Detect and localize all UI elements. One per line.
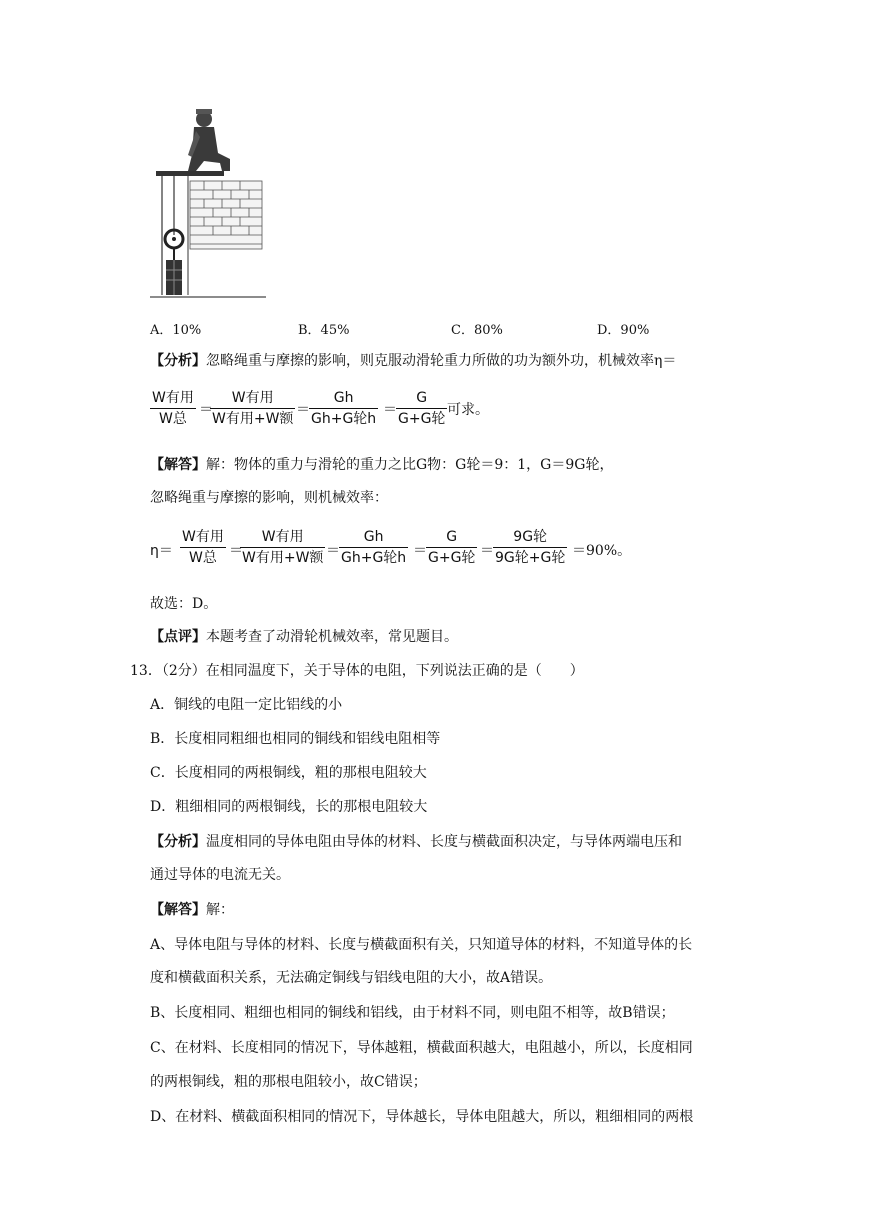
frac-denominator: Gh+G轮h: [341, 550, 407, 566]
frac-denominator: W总: [189, 550, 217, 566]
frac2-g: [426, 528, 477, 567]
worker-figure: [188, 109, 230, 171]
q13-option-c: C．长度相同的两根铜线，粗的那根电阻较大: [150, 765, 427, 781]
frac-denominator: Gh+G轮h: [311, 411, 377, 427]
frac-useful-over-sum: [210, 389, 295, 428]
frac-numerator: W有用: [182, 529, 224, 545]
brick-wall: [190, 181, 262, 249]
frac-numerator: W有用: [231, 390, 274, 406]
frac-numerator: W有用: [261, 529, 304, 545]
frac-denominator: G+G轮: [398, 411, 446, 427]
analysis-text: 温度相同的导体电阻由导体的材料、长度与横截面积决定，与导体两端电压和: [206, 834, 682, 850]
answer-choice: 故选：D。: [150, 596, 218, 612]
frac-denominator: W有用+W额: [212, 411, 294, 427]
frac-denominator: 9G轮+G轮: [495, 550, 566, 566]
q13-option-d: D．粗细相同的两根铜线，长的那根电阻较大: [150, 799, 428, 815]
answer-1-line-2: 忽略绳重与摩擦的影响，则机械效率：: [150, 490, 388, 506]
option-c: C．80%: [451, 323, 503, 338]
q13-option-a: A．铜线的电阻一定比铝线的小: [150, 697, 343, 713]
comment-1: [150, 626, 458, 646]
answer-2-line-2: 度和横截面积关系，无法确定铜线与铝线电阻的大小，故A错误。: [150, 970, 553, 986]
option-d: D．90%: [597, 323, 650, 338]
frac-numerator: Gh: [333, 390, 354, 406]
answer-text: 解：物体的重力与滑轮的重力之比G物：G轮＝9：1，G＝9G轮，: [206, 457, 614, 473]
answer-2-line-1: A、导体电阻与导体的材料、长度与横截面积有关，只知道导体的材料，不知道导体的长: [150, 937, 693, 953]
eta-prefix: η＝: [150, 543, 173, 559]
frac-numerator: G: [446, 529, 458, 545]
frac2-useful-over-sum: [240, 528, 325, 567]
comment-label: 【点评】: [150, 629, 206, 645]
answer-2-line-4: C、在材料、长度相同的情况下，导体越粗，横截面积越大，电阻越小，所以，长度相同: [150, 1040, 693, 1056]
frac-numerator: 9G轮: [513, 529, 548, 545]
frac2-gh: [339, 528, 408, 567]
q13-option-b: B．长度相同粗细也相同的铜线和铝线电阻相等: [150, 731, 441, 747]
frac-g: [396, 389, 447, 428]
answer-label: 【解答】: [150, 457, 206, 473]
frac-numerator: Gh: [363, 529, 384, 545]
analysis-text: 忽略绳重与摩擦的影响，则克服动滑轮重力所做的功为额外功，机械效率η＝: [206, 353, 677, 369]
answer-2-line-5: 的两根铜线，粗的那根电阻较小，故C错误；: [150, 1074, 427, 1090]
answer-2-line-3: B、长度相同、粗细也相同的铜线和铝线，由于材料不同，则电阻不相等，故B错误；: [150, 1005, 675, 1021]
frac-denominator: G+G轮: [428, 550, 476, 566]
analysis-suffix: 可求。: [447, 402, 489, 418]
frac-gh: [309, 389, 378, 428]
frac-useful-over-total: [150, 389, 196, 428]
analysis-label: 【分析】: [150, 834, 206, 850]
frac-numerator: W有用: [152, 390, 194, 406]
analysis-2-line-1: [150, 831, 682, 851]
pulley-worker-illustration: [148, 105, 270, 300]
answer-result: ＝90%。: [572, 543, 632, 559]
answer-1-line-1: [150, 454, 613, 474]
frac-denominator: W有用+W额: [242, 550, 324, 566]
analysis-label: 【分析】: [150, 353, 206, 369]
question-13-stem: 13．（2分）在相同温度下，关于导体的电阻，下列说法正确的是（ ）: [130, 663, 584, 679]
answer-2-line-6: D、在材料、横截面积相同的情况下，导体越长，导体电阻越大，所以，粗细相同的两根: [150, 1109, 694, 1125]
analysis-2-line-2: 通过导体的电流无关。: [150, 867, 290, 883]
comment-text: 本题考查了动滑轮机械效率，常见题目。: [206, 629, 458, 645]
analysis-1-line-1: [150, 350, 676, 370]
frac-denominator: W总: [159, 411, 187, 427]
frac-numerator: G: [416, 390, 428, 406]
answer-label: 【解答】: [150, 902, 206, 918]
option-a: A．10%: [150, 323, 202, 338]
frac2-useful-over-total: [180, 528, 226, 567]
answer-2-head: [150, 899, 234, 919]
option-b: B．45%: [298, 323, 350, 338]
frac2-nine-g: [493, 528, 567, 567]
answer-text: 解：: [206, 902, 234, 918]
